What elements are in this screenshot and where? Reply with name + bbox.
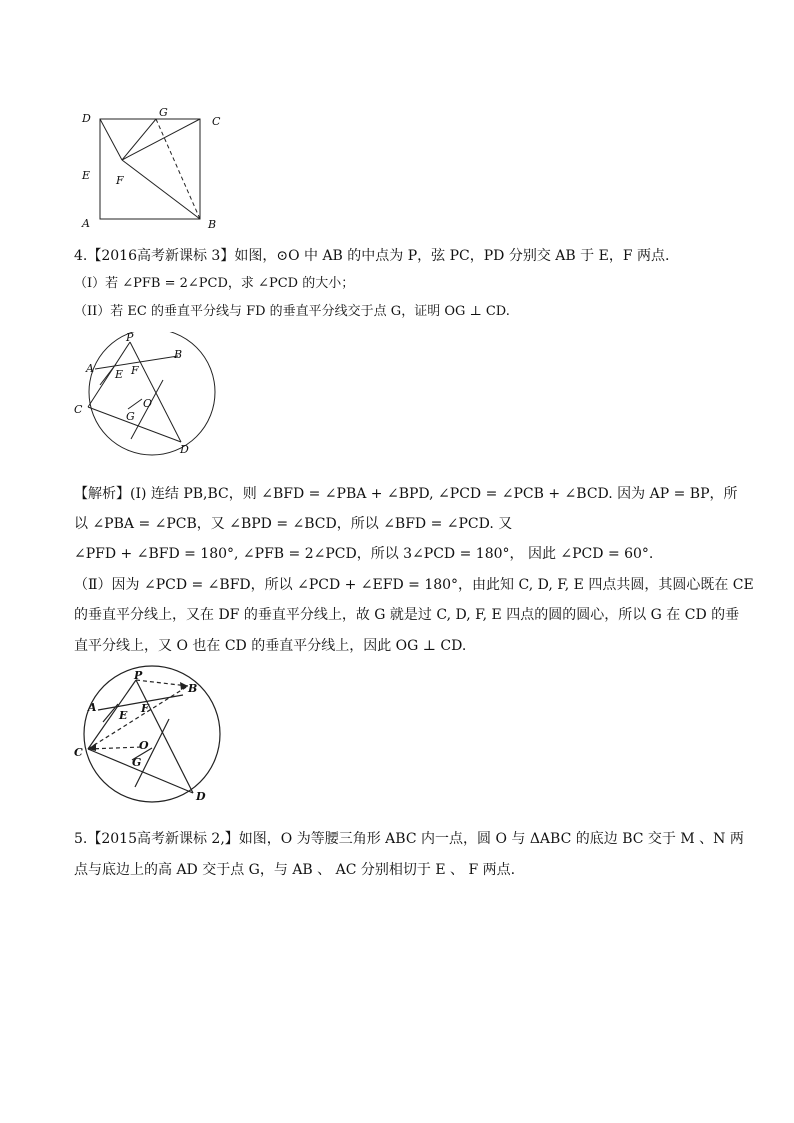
label-C: C	[74, 746, 83, 759]
solution-line6: 直平分线上，又 O 也在 CD 的垂直平分线上，因此 OG ⊥ CD.	[74, 638, 467, 654]
label-B: B	[174, 348, 183, 361]
solution-line2: 以 ∠PBA = ∠PCB，又 ∠BPD = ∠BCD，所以 ∠BFD = ∠PCD. 又	[74, 516, 513, 532]
solution-line1: 【解析】(Ⅰ) 连结 PB,BC，则 ∠BFD = ∠PBA + ∠BPD, ∠PCD = ∠PCB + ∠BCD. 因为 AP = BP，所	[74, 486, 738, 502]
label-A: A	[82, 217, 90, 230]
problem4-part1: （I）若 ∠PFB = 2∠PCD，求 ∠PCD 的大小；	[74, 276, 355, 291]
label-C: C	[74, 403, 83, 416]
label-D: D	[196, 790, 206, 803]
label-F: F	[141, 702, 149, 715]
label-D: D	[82, 112, 91, 125]
problem5-line1: 5.【2015高考新课标 2,】如图，O 为等腰三角形 ABC 内一点，圆 O 与 ΔABC 的底边 BC 交于 M 、N 两	[74, 831, 744, 847]
label-G: G	[159, 106, 168, 119]
label-G: G	[132, 756, 142, 769]
label-A: A	[88, 701, 97, 714]
label-E: E	[115, 368, 124, 381]
solution-line5: 的垂直平分线上，又在 DF 的垂直平分线上，故 G 就是过 C, D, F, E 四点的圆的圆心，所以 G 在 CD 的垂	[74, 607, 740, 623]
label-O: O	[139, 739, 149, 752]
problem5-line2: 点与底边上的高 AD 交于点 G，与 AB 、 AC 分别相切于 E 、 F 两点.	[74, 862, 516, 878]
figure-circle-1	[70, 332, 220, 458]
label-P: P	[126, 332, 134, 344]
label-E: E	[82, 169, 91, 182]
figure-circle-2	[70, 664, 230, 810]
label-A: A	[86, 362, 94, 375]
label-C: C	[212, 115, 221, 128]
solution-line3: ∠PFD + ∠BFD = 180°, ∠PFB = 2∠PCD，所以 3∠PCD = 180°， 因此 ∠PCD = 60°.	[74, 546, 654, 562]
label-B: B	[188, 682, 198, 695]
label-O: O	[143, 397, 153, 410]
problem4-part2: （II）若 EC 的垂直平分线与 FD 的垂直平分线交于点 G，证明 OG ⊥ CD.	[74, 304, 510, 319]
problem4-header: 4.【2016高考新课标 3】如图，⊙O 中 AB 的中点为 P，弦 PC，PD 分别交 AB 于 E，F 两点.	[74, 248, 670, 264]
solution-line4: （Ⅱ）因为 ∠PCD = ∠BFD，所以 ∠PCD + ∠EFD = 180°，由此知 C, D, F, E 四点共圆，其圆心既在 CE	[74, 577, 754, 593]
label-P: P	[134, 669, 143, 682]
label-F: F	[116, 174, 124, 187]
label-E: E	[119, 709, 128, 722]
label-F: F	[131, 364, 139, 377]
figure-square	[78, 106, 228, 230]
label-D: D	[180, 443, 189, 456]
label-G: G	[126, 410, 135, 423]
label-B: B	[208, 218, 217, 230]
